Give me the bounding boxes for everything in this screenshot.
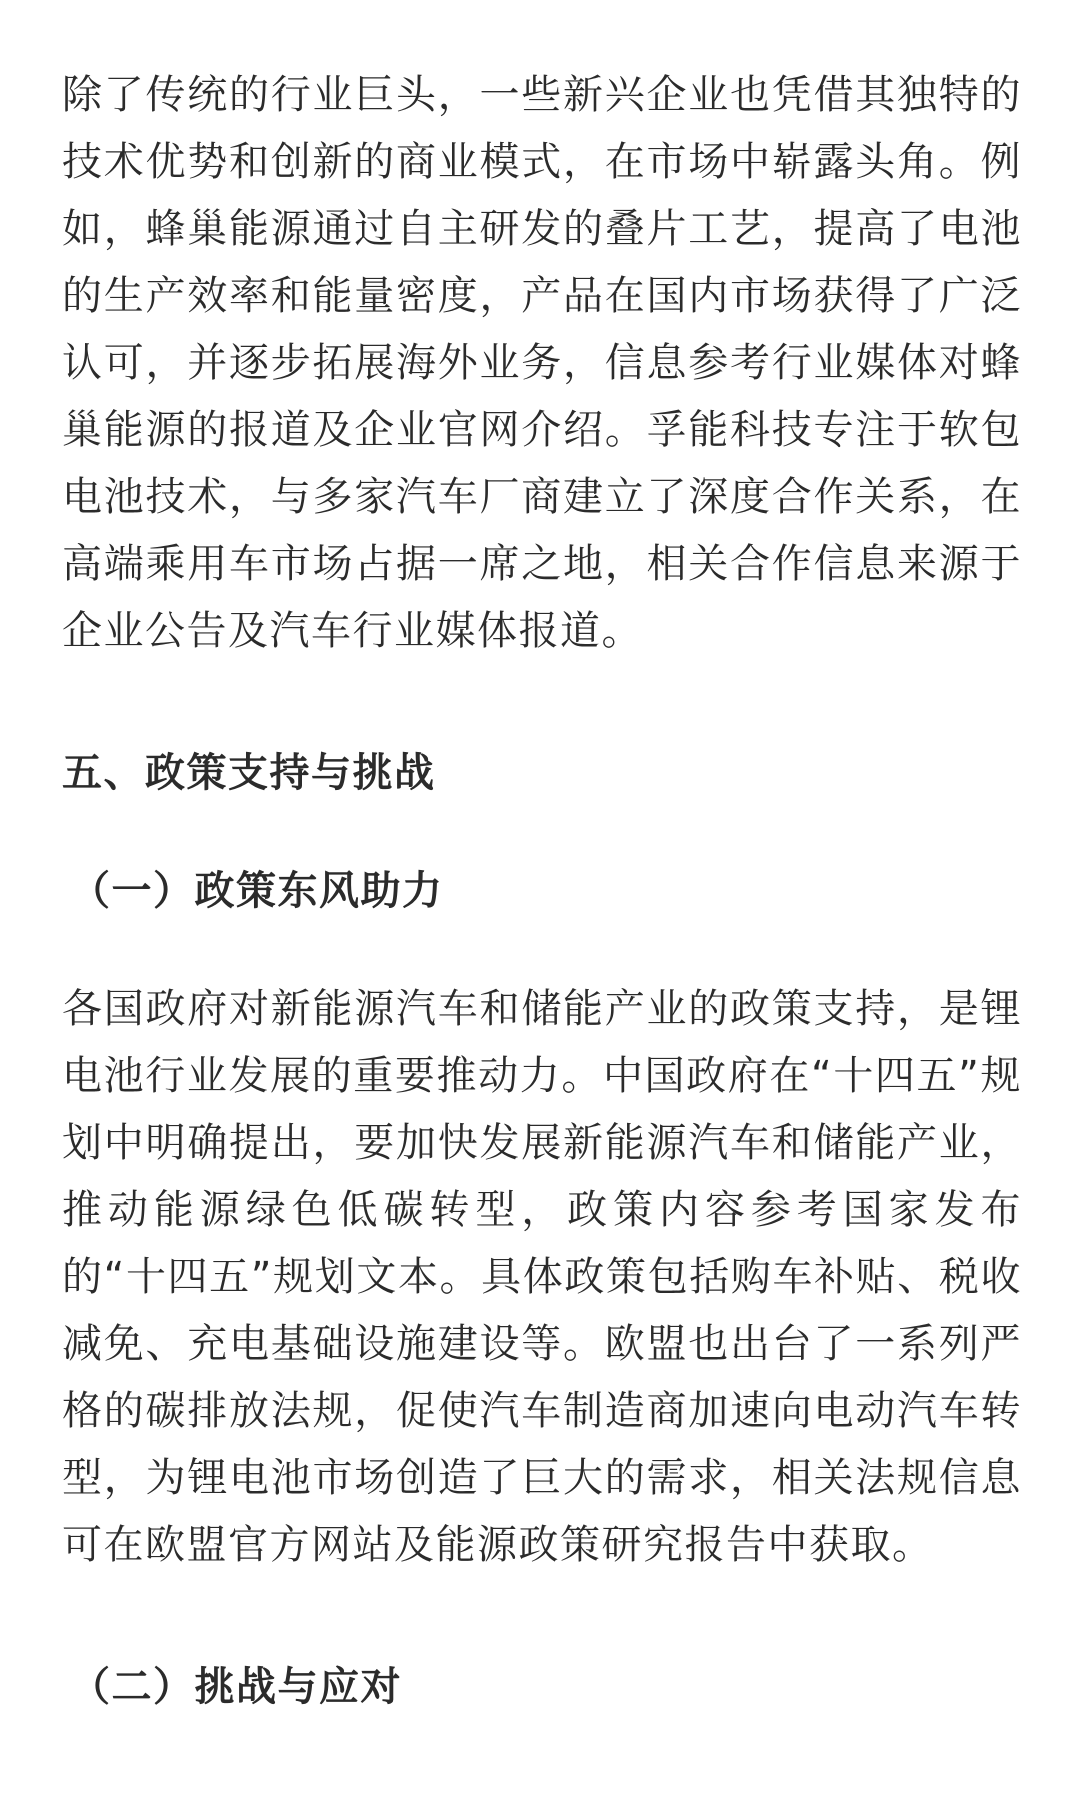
subsection-heading-challenges: （二）挑战与应对 [70, 1664, 402, 1710]
subsection-heading-policy-support: （一）政策东风助力 [70, 868, 444, 914]
paragraph-emerging-companies: 除了传统的行业巨头，一些新兴企业也凭借其独特的技术优势和创新的商业模式，在市场中崭露头角。例如，蜂巢能源通过自主研发的叠片工艺，提高了电池的生产效率和能量密度，产品在国内市场获得了广泛认可，并逐步拓展海外业务，信息参考行业媒体对蜂巢能源的报道及企业官网介绍。孚能科技专注于软包电池技术，与多家汽车厂商建立了深度合作关系，在高端乘用车市场占据一席之地，相关合作信息来源于企业公告及汽车行业媒体报道。 [62, 72, 1022, 654]
section-heading-policy-and-challenges: 五、政策支持与挑战 [62, 750, 436, 796]
paragraph-policy-support: 各国政府对新能源汽车和储能产业的政策支持，是锂电池行业发展的重要推动力。中国政府在“十四五”规划中明确提出，要加快发展新能源汽车和储能产业，推动能源绿色低碳转型，政策内容参考国家发布的“十四五”规划文本。具体政策包括购车补贴、税收减免、充电基础设施建设等。欧盟也出台了一系列严格的碳排放法规，促使汽车制造商加速向电动汽车转型，为锂电池市场创造了巨大的需求，相关法规信息可在欧盟官方网站及能源政策研究报告中获取。 [62, 986, 1022, 1568]
